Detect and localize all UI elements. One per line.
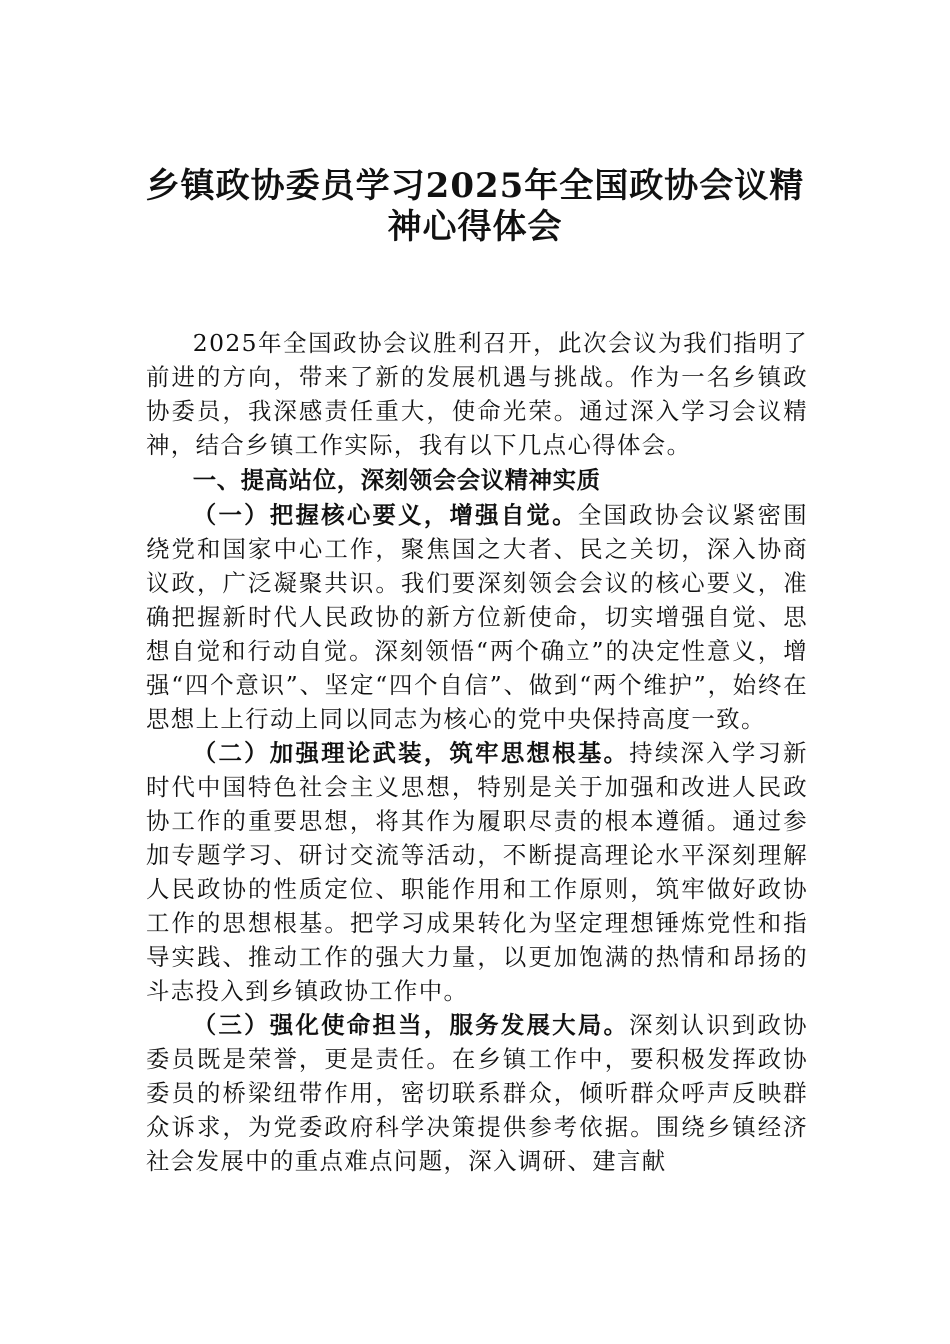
paragraph-2 (146, 736, 808, 1008)
paragraph-3 (146, 1008, 808, 1178)
paragraph-1 (146, 498, 808, 736)
paragraph-2-body: 持续深入学习新时代中国特色社会主义思想，特别是关于加强和改进人民政协工作的重要思想，将其作为履职尽责的根本遵循。通过参加专题学习、研讨交流等活动，不断提高理论水平深刻理解人民政协的性质定位、职能作用和工作原则，筑牢做好政协工作的思想根基。把学习成果转化为坚定理想锤炼党性和指导实践、推动工作的强大力量，以更加饱满的热情和昂扬的斗志投入到乡镇政协工作中。 (146, 739, 808, 1005)
section-heading-1: 一、提高站位，深刻领会会议精神实质 (192, 466, 601, 494)
paragraph-2-lead: （二）加强理论武装，筑牢思想根基。 (192, 739, 630, 767)
paragraph-1-body: 全国政协会议紧密围绕党和国家中心工作，聚焦国之大者、民之关切，深入协商议政，广泛凝聚共识。我们要深刻领会会议的核心要义，准确把握新时代人民政协的新方位新使命，切实增强自觉、思想自觉和行动自觉。深刻领悟“两个确立”的决定性意义，增强“四个意识”、坚定“四个自信”、做到“两个维护”，始终在思想上上行动上同以同志为核心的党中央保持高度一致。 (146, 501, 808, 733)
document-title-line-1: 乡镇政协委员学习2025年全国政协会议精 (145, 166, 805, 206)
paragraph-3-lead: （三）强化使命担当，服务发展大局。 (192, 1011, 630, 1039)
paragraph-1-lead: （一）把握核心要义，增强自觉。 (192, 501, 578, 529)
intro-paragraph: 2025年全国政协会议胜利召开，此次会议为我们指明了前进的方向，带来了新的发展机遇与挑战。作为一名乡镇政协委员，我深感责任重大，使命光荣。通过深入学习会议精神，结合乡镇工作实际，我有以下几点心得体会。 (146, 329, 808, 459)
document-body (146, 326, 808, 1178)
document-title-line-2: 神心得体会 (387, 207, 563, 247)
paragraph-3-body: 深刻认识到政协委员既是荣誉，更是责任。在乡镇工作中，要积极发挥政协委员的桥梁纽带作用，密切联系群众，倾听群众呼声反映群众诉求，为党委政府科学决策提供参考依据。围绕乡镇经济社会发展中的重点难点问题，深入调研、建言献 (146, 1011, 808, 1175)
